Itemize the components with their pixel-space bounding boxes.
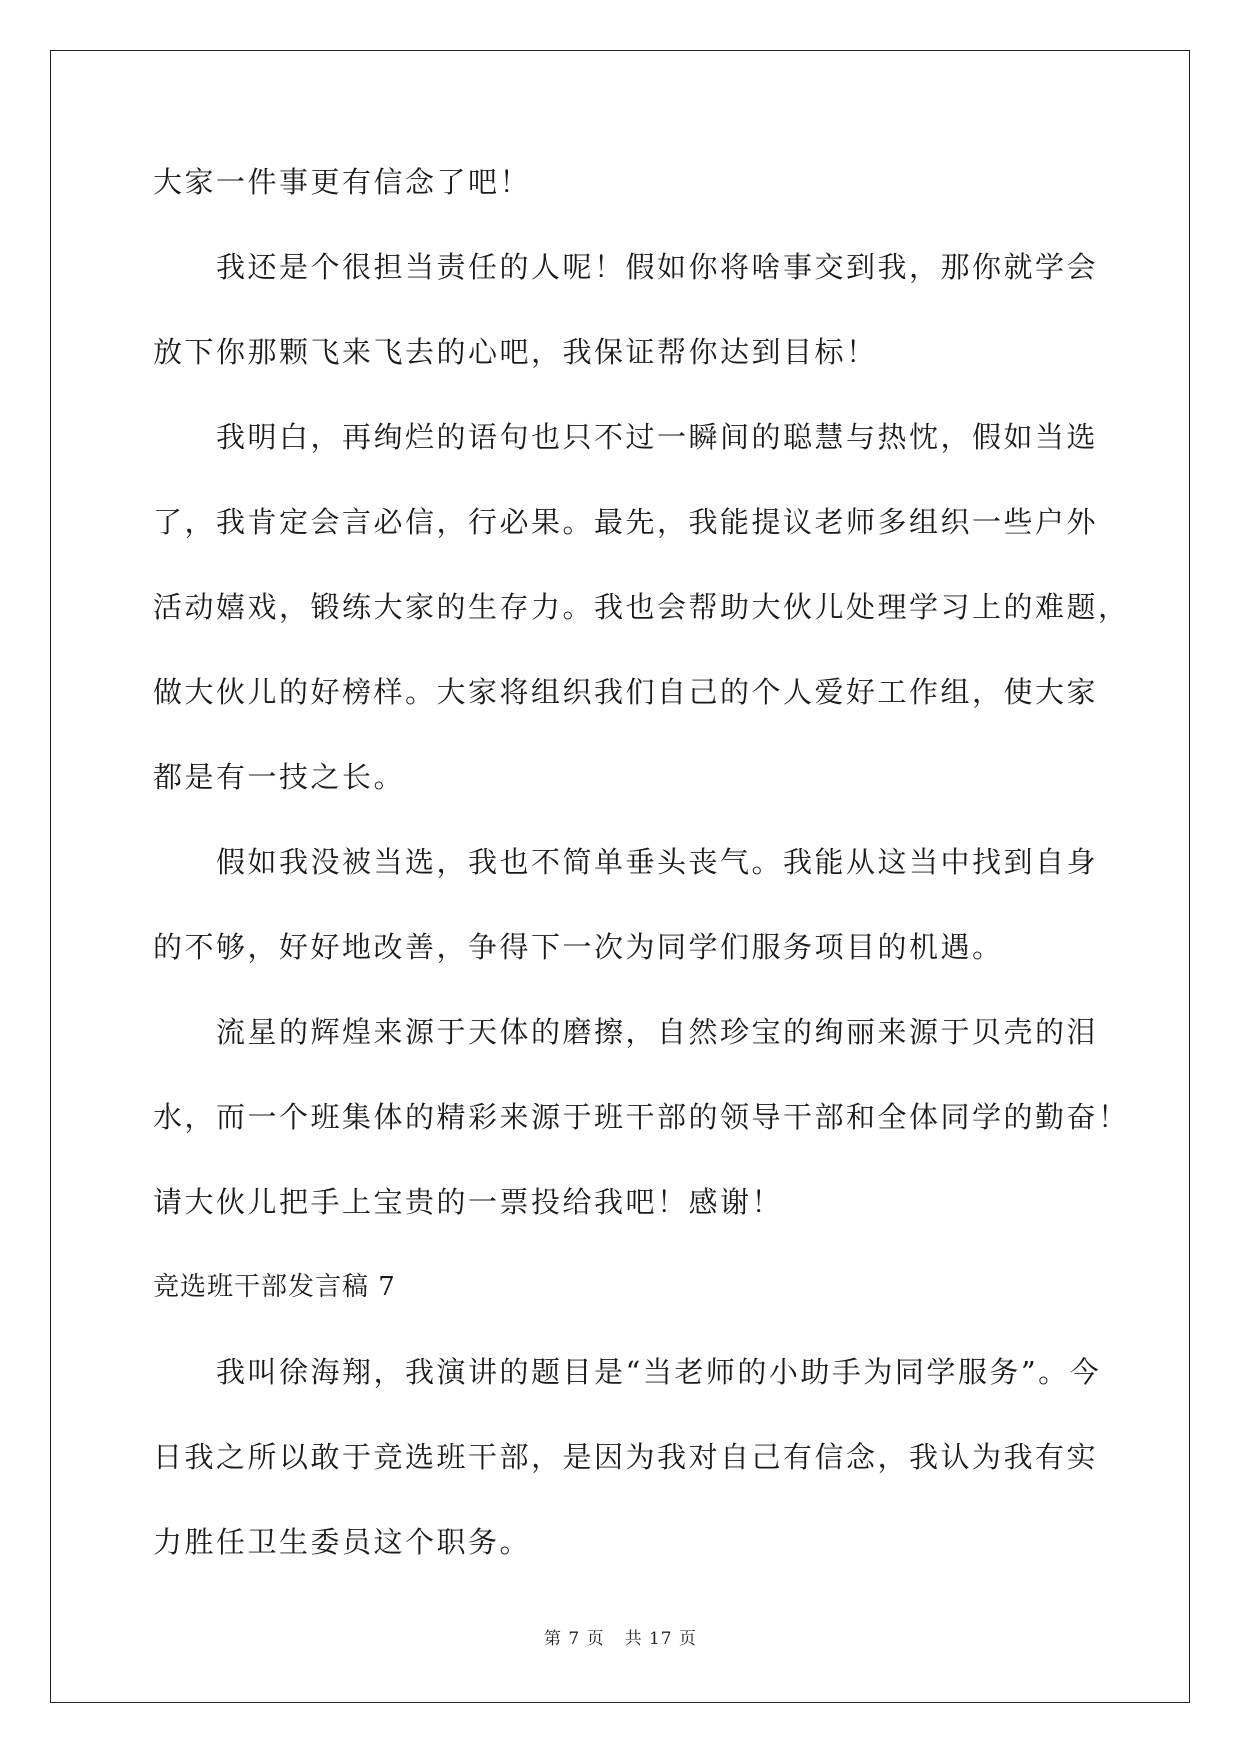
text-line: 放下你那颗飞来飞去的心吧，我保证帮你达到目标！ bbox=[153, 335, 878, 369]
paragraph-start-line: 我明白，再绚烂的语句也只不过一瞬间的聪慧与热忱，假如当选 bbox=[216, 420, 1099, 454]
text-line: 做大伙儿的好榜样。大家将组织我们自己的个人爱好工作组，使大家 bbox=[153, 675, 1099, 709]
text-line: 都是有一技之长。 bbox=[153, 760, 406, 794]
paragraph-start-line: 假如我没被当选，我也不简单垂头丧气。我能从这当中找到自身 bbox=[216, 845, 1099, 879]
document-body bbox=[153, 160, 1130, 1605]
text-line: 请大伙儿把手上宝贵的一票投给我吧！感谢！ bbox=[153, 1185, 784, 1219]
paragraph-start-line: 流星的辉煌来源于天体的磨擦，自然珍宝的绚丽来源于贝壳的泪 bbox=[216, 1015, 1099, 1049]
paragraph-start-line: 我还是个很担当责任的人呢！假如你将啥事交到我，那你就学会 bbox=[216, 250, 1099, 284]
text-line: 水，而一个班集体的精彩来源于班干部的领导干部和全体同学的勤奋！ bbox=[153, 1100, 1130, 1134]
text-line: 的不够，好好地改善，争得下一次为同学们服务项目的机遇。 bbox=[153, 930, 1004, 964]
text-line: 日我之所以敢于竞选班干部，是因为我对自己有信念，我认为我有实 bbox=[153, 1440, 1099, 1474]
page-total: 共 17 页 bbox=[624, 1629, 698, 1649]
text-line: 了，我肯定会言必信，行必果。最先，我能提议老师多组织一些户外 bbox=[153, 505, 1099, 539]
paragraph-start-line: 我叫徐海翔，我演讲的题目是“当老师的小助手为同学服务”。今 bbox=[216, 1355, 1102, 1389]
text-line: 大家一件事更有信念了吧！ bbox=[153, 165, 532, 199]
section-heading: 竞选班干部发言稿 7 bbox=[153, 1272, 396, 1302]
text-line: 活动嬉戏，锻练大家的生存力。我也会帮助大伙儿处理学习上的难题， bbox=[153, 590, 1130, 624]
page-footer bbox=[0, 1624, 1241, 1649]
page-number: 第 7 页 bbox=[543, 1629, 605, 1649]
text-line: 力胜任卫生委员这个职务。 bbox=[153, 1525, 532, 1559]
